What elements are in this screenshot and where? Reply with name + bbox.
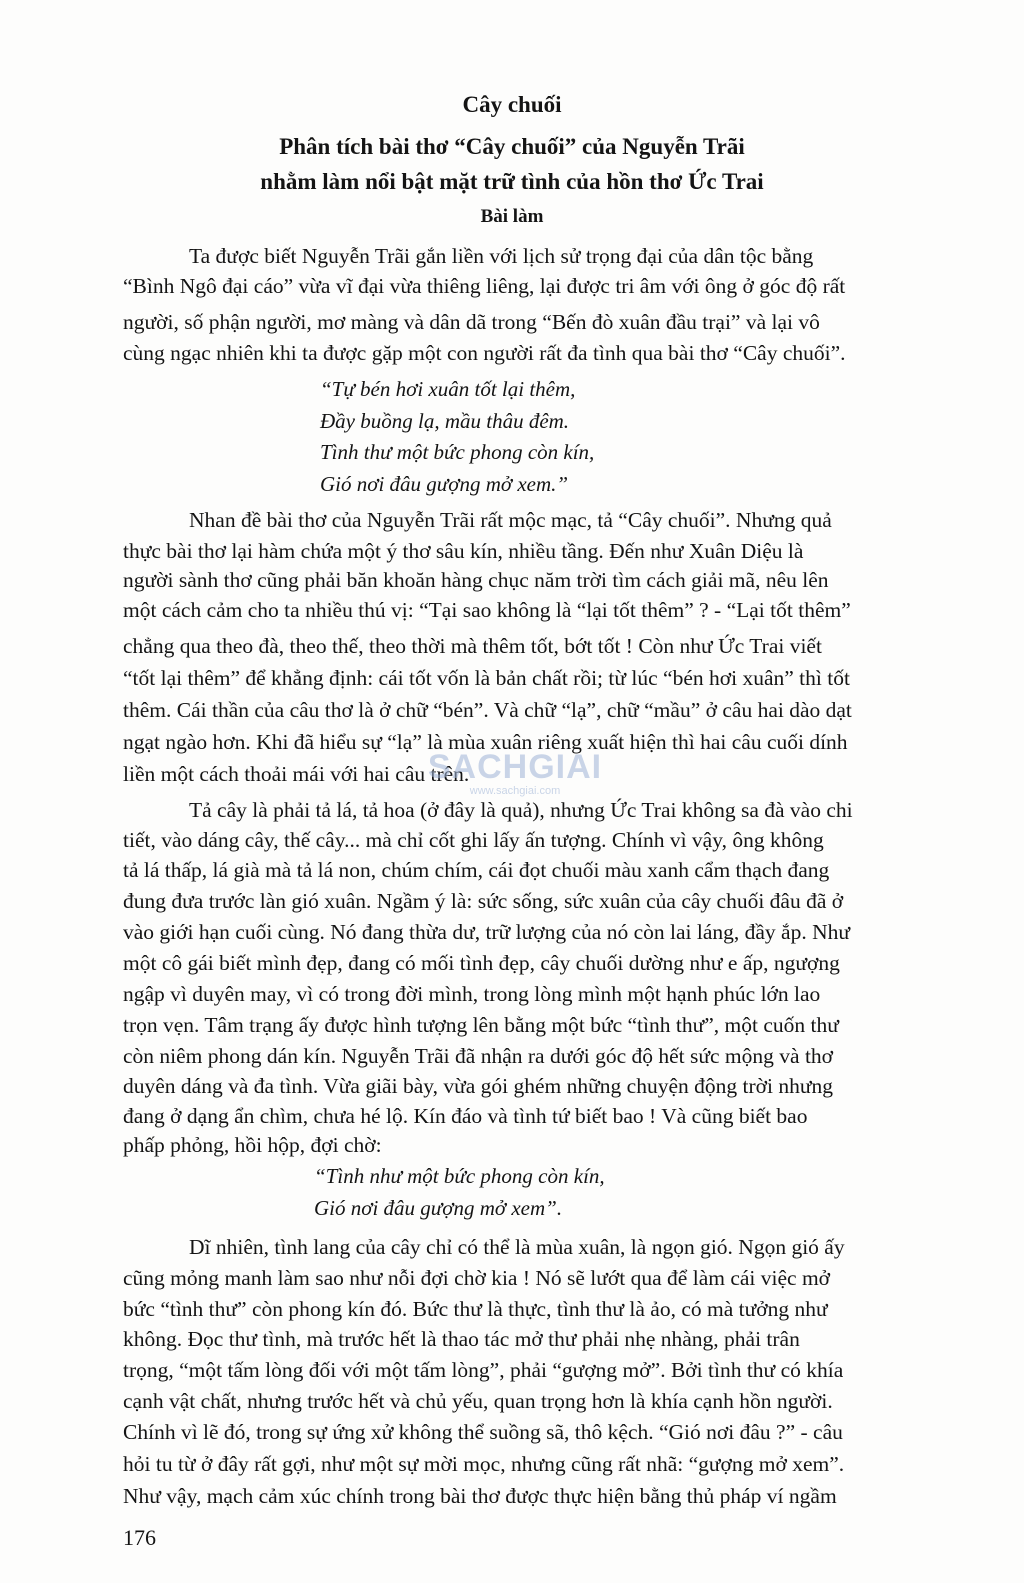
paragraph-line: ngạt ngào hơn. Khi đã hiểu sự “lạ” là mùa xuân riêng xuất hiện thì hai câu cuối dính: [123, 730, 848, 754]
paragraph-line: hỏi tu từ ở đây rất gợi, như một sự mời mọc, nhưng cũng rất nhã: “gượng mở xem”.: [123, 1452, 845, 1476]
watermark-url: www.sachgiai.com: [469, 785, 561, 797]
essay-label: Bài làm: [480, 206, 544, 227]
paragraph-line: không. Đọc thư tình, mà trước hết là thao tác mở thư phải nhẹ nhàng, phải trân: [123, 1327, 800, 1351]
paragraph-line: Ta được biết Nguyễn Trãi gắn liền với lịch sử trọng đại của dân tộc bằng: [189, 244, 814, 268]
verse-line: “Tự bén hơi xuân tốt lại thêm,: [320, 377, 576, 401]
paragraph-line: vào giới hạn cuối cùng. Nó đang thừa dư, trữ lượng của nó còn lai láng, đầy ắp. Như: [123, 920, 851, 944]
paragraph-line: tả lá thấp, lá già mà tả lá non, chúm chím, cái đọt chuối màu xanh cẩm thạch đang: [123, 858, 830, 882]
paragraph-line: trọng, “một tấm lòng đối với một tấm lòng”, phải “gượng mở”. Bởi tình thư có khía: [123, 1358, 844, 1382]
paragraph-line: thực bài thơ lại hàm chứa một ý thơ sâu kín, nhiều tầng. Đến như Xuân Diệu là: [123, 539, 804, 563]
essay-subtitle-line-1: Phân tích bài thơ “Cây chuối” của Nguyễn Trãi: [279, 134, 745, 159]
verse-line: Gió nơi đâu gượng mở xem.”: [320, 472, 569, 496]
paragraph-line: Dĩ nhiên, tình lang của cây chỉ có thể là mùa xuân, là ngọn gió. Ngọn gió ấy: [189, 1235, 845, 1259]
paragraph-line: người, số phận người, mơ màng và dân dã trong “Bến đò xuân đầu trại” và lại vô: [123, 310, 820, 334]
paragraph-line: đang ở dạng ẩn chìm, chưa hé lộ. Kín đáo và tình tứ biết bao ! Và cũng biết bao: [123, 1104, 808, 1128]
paragraph-line: liền một cách thoải mái với hai câu trên.: [123, 762, 470, 786]
paragraph-line: cạnh vật chất, nhưng trước hết và chủ yếu, quan trọng hơn là khía cạnh hồn người.: [123, 1389, 833, 1413]
essay-subtitle-line-2: nhằm làm nổi bật mặt trữ tình của hồn thơ Ức Trai: [260, 169, 764, 194]
verse-line: Gió nơi đâu gượng mở xem”.: [314, 1196, 563, 1220]
paragraph-line: phấp phỏng, hồi hộp, đợi chờ:: [123, 1133, 382, 1157]
paragraph-line: Chính vì lẽ đó, trong sự ứng xử không thể suồng sã, thô kệch. “Gió nơi đâu ?” - câu: [123, 1420, 843, 1444]
paragraph-line: một cô gái biết mình đẹp, đang có mối tình đẹp, cây chuối dường như e ấp, ngượng: [123, 951, 840, 975]
watermark-logo: [410, 748, 620, 808]
verse-line: “Tình như một bức phong còn kín,: [314, 1164, 605, 1188]
paragraph-line: một cách cảm cho ta nhiều thú vị: “Tại sao không là “lại tốt thêm” ? - “Lại tốt thêm”: [123, 598, 851, 622]
paragraph-line: Như vậy, mạch cảm xúc chính trong bài thơ được thực hiện bằng thủ pháp ví ngầm: [123, 1484, 837, 1508]
page-number: 176: [123, 1525, 156, 1550]
paragraph-line: cùng ngạc nhiên khi ta được gặp một con người rất đa tình qua bài thơ “Cây chuối”.: [123, 341, 846, 365]
paragraph-line: bức “tình thư” còn phong kín đó. Bức thư là thực, tình thư là ảo, có mà tưởng như: [123, 1297, 828, 1321]
verse-line: Đầy buồng lạ, mầu thâu đêm.: [320, 409, 570, 433]
paragraph-line: còn niêm phong dán kín. Nguyễn Trãi đã nhận ra dưới góc độ hết sức mộng và thơ: [123, 1044, 834, 1068]
paragraph-line: Tả cây là phải tả lá, tả hoa (ở đây là quả), nhưng Ức Trai không sa đà vào chi: [189, 798, 853, 822]
paragraph-line: duyên dáng và đa tình. Vừa giãi bày, vừa gói ghém những chuyện động trời nhưng: [123, 1074, 834, 1098]
verse-line: Tình thư một bức phong còn kín,: [320, 440, 595, 464]
paragraph-line: “tốt lại thêm” để khẳng định: cái tốt vốn là bản chất rồi; từ lúc “bén hơi xuân” thì tốt: [123, 666, 850, 690]
essay-title: Cây chuối: [462, 92, 562, 117]
paragraph-line: chẳng qua theo đà, theo thế, theo thời mà thêm tốt, bớt tốt ! Còn như Ức Trai viết: [123, 634, 822, 658]
paragraph-line: tiết, vào dáng cây, thế cây... mà chỉ cốt ghi lấy ấn tượng. Chính vì vậy, ông không: [123, 828, 824, 852]
paragraph-line: trọn vẹn. Tâm trạng ấy được hình tượng lên bằng một bức “tình thư”, một cuốn thư: [123, 1013, 839, 1037]
paragraph-line: cũng mỏng manh làm sao như nỗi đợi chờ kia ! Nó sẽ lướt qua để làm cái việc mở: [123, 1266, 831, 1290]
paragraph-line: ngập vì duyên may, vì có trong đời mình, trong lòng mình một hạnh phúc lớn lao: [123, 982, 821, 1006]
paragraph-line: Nhan đề bài thơ của Nguyễn Trãi rất mộc mạc, tả “Cây chuối”. Nhưng quả: [189, 508, 832, 532]
paragraph-line: đung đưa trước làn gió xuân. Ngầm ý là: sức sống, sức xuân của cây chuối đâu đã ở: [123, 889, 844, 913]
paragraph-line: “Bình Ngô đại cáo” vừa vĩ đại vừa thiêng liêng, lại được tri âm với ông ở góc độ rất: [123, 274, 846, 298]
paragraph-line: người sành thơ cũng phải băn khoăn hàng chục năm trời tìm cách giải mã, nêu lên: [123, 568, 829, 592]
watermark-text: SACHGIAI: [427, 748, 603, 786]
paragraph-line: thêm. Cái thần của câu thơ là ở chữ “bén”. Và chữ “lạ”, chữ “mầu” ở câu hai dào dạt: [123, 698, 852, 722]
